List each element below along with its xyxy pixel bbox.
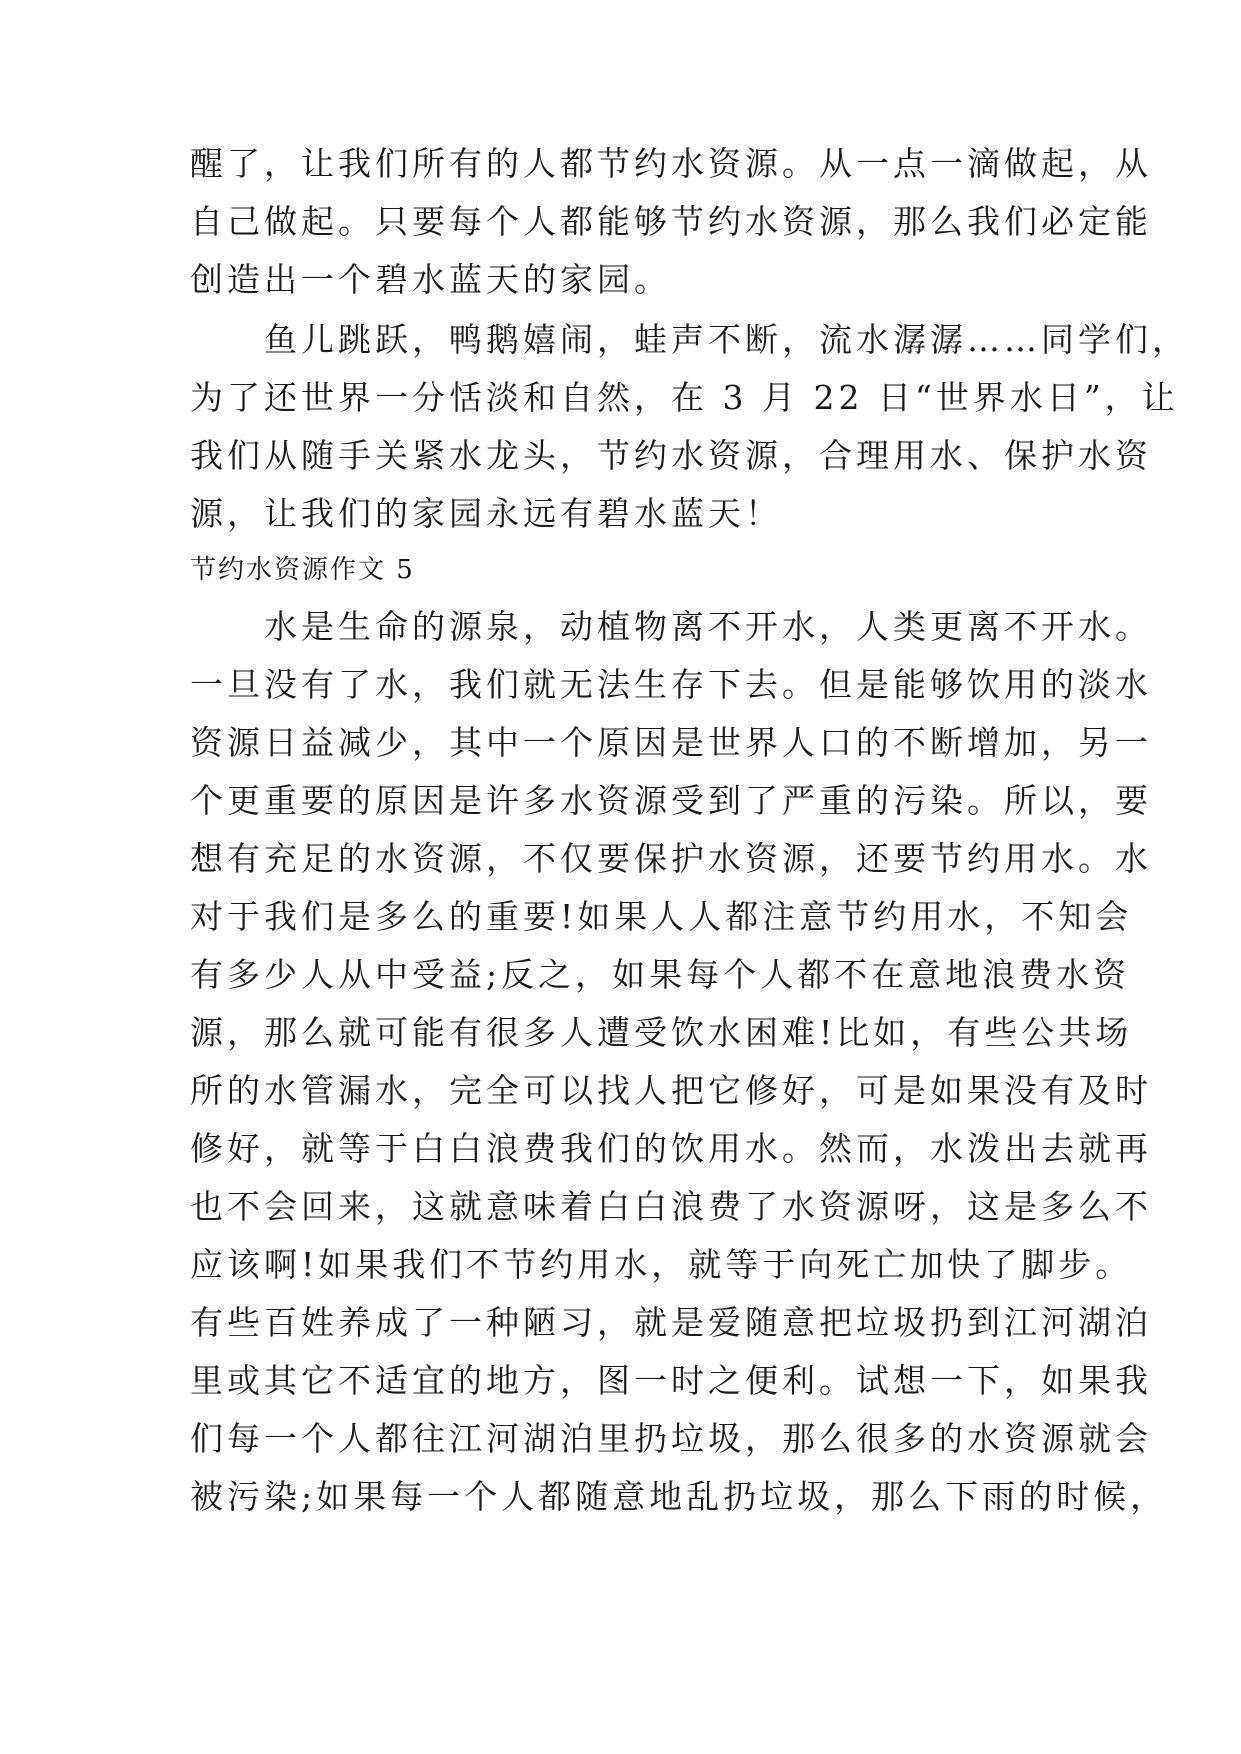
text-line: 修好，就等于白白浪费我们的饮用水。然而，水泼出去就再 — [190, 1129, 1152, 1168]
text-line: 自己做起。只要每个人都能够节约水资源，那么我们必定能 — [190, 202, 1152, 241]
text-line: 我们从随手关紧水龙头，节约水资源，合理用水、保护水资 — [190, 436, 1152, 475]
text-line: 资源日益减少，其中一个原因是世界人口的不断增加，另一 — [190, 723, 1152, 762]
text-line: 个更重要的原因是许多水资源受到了严重的污染。所以，要 — [190, 781, 1152, 820]
text-line: 有些百姓养成了一种陋习，就是爱随意把垃圾扔到江河湖泊 — [190, 1303, 1152, 1342]
text-line: 创造出一个碧水蓝天的家园。 — [190, 260, 671, 299]
text-line: 为了还世界一分恬淡和自然，在 3 月 22 日“世界水日”，让 — [190, 378, 1179, 417]
text-line: 应该啊!如果我们不节约用水，就等于向死亡加快了脚步。 — [190, 1245, 1133, 1284]
text-line: 源，那么就可能有很多人遭受饮水困难!比如，有些公共场 — [190, 1013, 1133, 1052]
text-line: 一旦没有了水，我们就无法生存下去。但是能够饮用的淡水 — [190, 665, 1152, 704]
text-line: 对于我们是多么的重要!如果人人都注意节约用水，不知会 — [190, 897, 1133, 936]
text-line: 所的水管漏水，完全可以找人把它修好，可是如果没有及时 — [190, 1071, 1152, 1110]
section-title: 节约水资源作文 5 — [190, 555, 415, 585]
text-line: 醒了，让我们所有的人都节约水资源。从一点一滴做起，从 — [190, 144, 1152, 183]
text-line: 里或其它不适宜的地方，图一时之便利。试想一下，如果我 — [190, 1361, 1152, 1400]
text-line: 水是生命的源泉，动植物离不开水，人类更离不开水。 — [190, 607, 1152, 646]
text-line: 被污染;如果每一个人都随意地乱扔垃圾，那么下雨的时候， — [190, 1477, 1168, 1516]
text-line: 有多少人从中受益;反之，如果每个人都不在意地浪费水资 — [190, 955, 1131, 994]
text-line: 也不会回来，这就意味着白白浪费了水资源呀，这是多么不 — [190, 1187, 1152, 1226]
text-line: 鱼儿跳跃，鸭鹅嬉闹，蛙声不断，流水潺潺……同学们， — [190, 320, 1189, 359]
text-line: 想有充足的水资源，不仅要保护水资源，还要节约用水。水 — [190, 839, 1152, 878]
text-line: 源，让我们的家园永远有碧水蓝天！ — [190, 494, 782, 533]
text-line: 们每一个人都往江河湖泊里扔垃圾，那么很多的水资源就会 — [190, 1419, 1152, 1458]
